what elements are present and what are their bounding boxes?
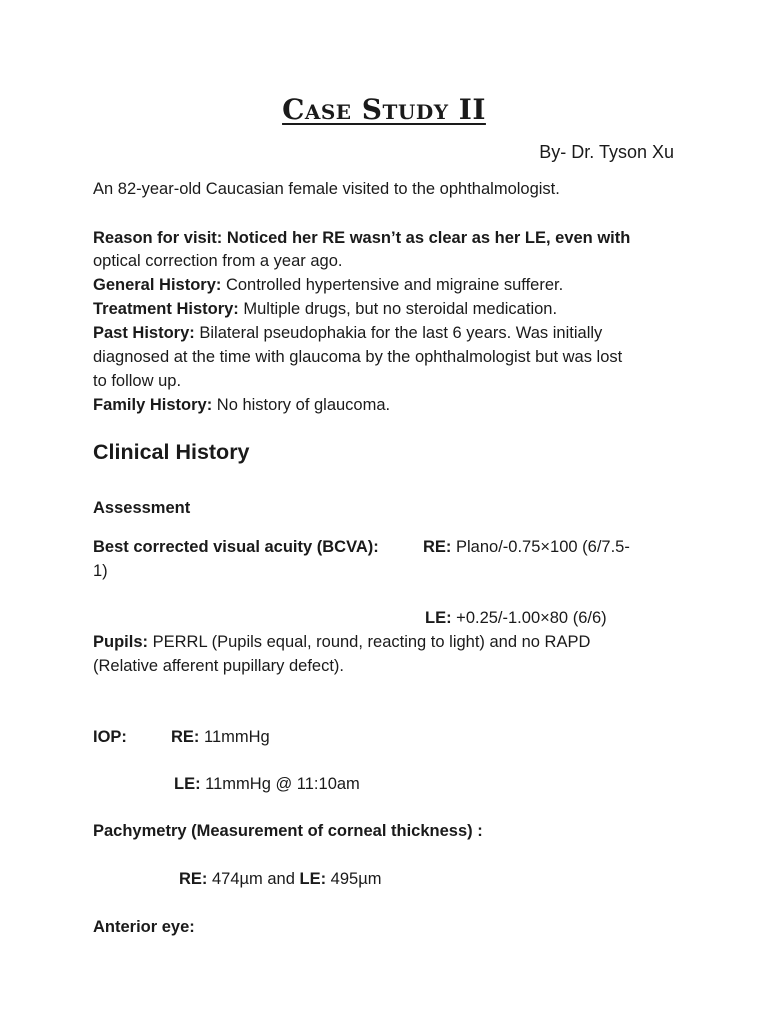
pachymetry-re-label: RE: xyxy=(179,870,208,888)
past-history-text: Bilateral pseudophakia for the last 6 years. Was initially xyxy=(194,324,603,342)
treatment-history-text: Multiple drugs, but no steroidal medication. xyxy=(238,300,558,318)
general-history-label: General History: xyxy=(93,276,222,294)
reason-label: Reason for visit: xyxy=(93,229,223,247)
iop-re xyxy=(171,728,270,747)
clinical-history-heading: Clinical History xyxy=(93,440,250,464)
reason-line-1 xyxy=(93,229,630,248)
general-history-text: Controlled hypertensive and migraine sufferer. xyxy=(221,276,564,294)
iop-label: IOP: xyxy=(93,728,127,746)
pachymetry-label: Pachymetry (Measurement of corneal thickness) : xyxy=(93,822,483,840)
pupils-text: PERRL (Pupils equal, round, reacting to light) and no RAPD xyxy=(148,633,591,651)
iop-le-value: 11mmHg @ 11:10am xyxy=(200,775,360,793)
reason-line-2: optical correction from a year ago. xyxy=(93,252,343,270)
iop-le-label: LE: xyxy=(174,775,201,793)
past-history-label: Past History: xyxy=(93,324,195,342)
pachymetry-le-label: LE: xyxy=(299,870,327,888)
bcva-line-1 xyxy=(93,538,379,557)
bcva-label: Best corrected visual acuity (BCVA): xyxy=(93,538,379,556)
family-history-label: Family History: xyxy=(93,396,213,414)
pachymetry-values xyxy=(179,870,381,889)
bcva-re-label: RE: xyxy=(423,538,452,556)
bcva-re xyxy=(423,538,630,557)
bcva-le xyxy=(425,609,607,628)
bcva-re-value: Plano/-0.75×100 (6/7.5- xyxy=(451,538,630,556)
reason-text: Noticed her RE wasn’t as clear as her LE, even with xyxy=(222,229,631,247)
general-history xyxy=(93,276,563,295)
past-history-line-2: diagnosed at the time with glaucoma by the ophthalmologist but was lost xyxy=(93,348,623,366)
assessment-heading: Assessment xyxy=(93,499,191,517)
iop-le xyxy=(174,775,360,794)
bcva-le-value: +0.25/-1.00×80 (6/6) xyxy=(451,609,607,627)
pupils-label: Pupils: xyxy=(93,633,149,651)
iop-re-value: 11mmHg xyxy=(199,728,270,746)
intro-text: An 82-year-old Caucasian female visited to the ophthalmologist. xyxy=(93,180,560,198)
pachymetry-re-value: 474µm and xyxy=(207,870,300,888)
pupils-line-1 xyxy=(93,633,590,652)
iop-re-label: RE: xyxy=(171,728,200,746)
pachymetry-le-value: 495µm xyxy=(326,870,382,888)
family-history xyxy=(93,396,390,415)
author-byline: By- Dr. Tyson Xu xyxy=(539,142,674,162)
anterior-eye-heading: Anterior eye: xyxy=(93,918,195,936)
family-history-text: No history of glaucoma. xyxy=(212,396,391,414)
bcva-re-continued: 1) xyxy=(93,562,108,580)
treatment-history xyxy=(93,300,557,319)
treatment-history-label: Treatment History: xyxy=(93,300,239,318)
past-history-line-1 xyxy=(93,324,602,343)
past-history-line-3: to follow up. xyxy=(93,372,182,390)
document-title: Case Study II xyxy=(282,93,486,126)
bcva-le-label: LE: xyxy=(425,609,452,627)
pupils-line-2: (Relative afferent pupillary defect). xyxy=(93,657,344,675)
